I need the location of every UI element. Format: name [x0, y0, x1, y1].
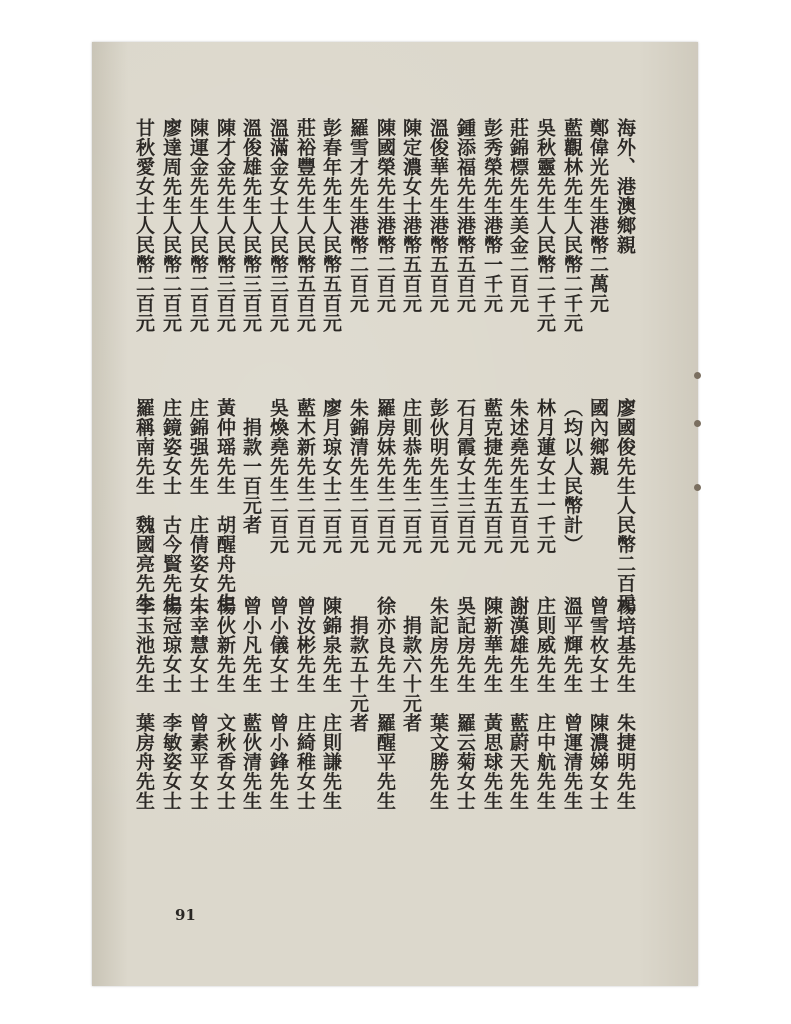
bottom-section-column: 陳錦泉先生 庄則謙先生 [320, 596, 342, 811]
bottom-section-column: 楊培基先生 朱捷明先生 [614, 596, 636, 811]
middle-section-column: 羅房妹先生二百元 [374, 398, 396, 554]
middle-section-column: 庄則恭先生二百元 [400, 398, 422, 554]
bottom-section-column: 捐款六十元者 [400, 596, 422, 733]
middle-section-column: 羅稱南先生 魏國亮先生 [133, 398, 155, 613]
middle-section-column: （均以人民幣計） [561, 398, 583, 554]
page-number: 91 [175, 906, 196, 924]
top-section-column: 廖達周先生人民幣二百元 [160, 118, 182, 333]
top-section-column: 彭秀榮先生港幣一千元 [481, 118, 503, 313]
middle-section-column: 廖月琼女士二百元 [320, 398, 342, 554]
middle-section-column: 石月霞女士三百元 [454, 398, 476, 554]
middle-section-column: 吳煥堯先生二百元 [267, 398, 289, 554]
top-section-column: 海外、港澳鄉親 [614, 118, 636, 255]
middle-section-column: 庄錦强先生 庄倩姿女士 [187, 398, 209, 613]
bottom-section-column: 捐款五十元者 [347, 596, 369, 733]
page-edge-holes [694, 372, 702, 492]
middle-section-column: 林月蓮女士一千元 [534, 398, 556, 554]
bottom-section-column: 曾汝彬先生 庄綺稚女士 [294, 596, 316, 811]
top-section-column: 鄭偉光先生港幣二萬元 [587, 118, 609, 313]
bottom-section-column: 庄則威先生 庄中航先生 [534, 596, 556, 811]
bottom-section-column: 李玉池先生 葉房舟先生 [133, 596, 155, 811]
bottom-section-column: 朱幸慧女士 曾素平女士 [187, 596, 209, 811]
middle-section-column: 藍木新先生二百元 [294, 398, 316, 554]
bottom-section-column: 溫平輝先生 曾運清先生 [561, 596, 583, 811]
top-section-column: 彭春年先生人民幣五百元 [320, 118, 342, 333]
top-section-column: 羅雪才先生港幣二百元 [347, 118, 369, 313]
bottom-section-column: 曾小凡先生 藍伙清先生 [240, 596, 262, 811]
middle-section-column: 黃仲瑶先生 胡醒舟先生 [214, 398, 236, 613]
top-section-column: 陳國榮先生港幣二百元 [374, 118, 396, 313]
bottom-section-column: 楊冠琼女士 李敏姿女士 [160, 596, 182, 811]
bottom-section-column: 徐亦良先生 羅醒平先生 [374, 596, 396, 811]
top-section-column: 莊錦標先生美金二百元 [507, 118, 529, 313]
middle-section-column: 藍克捷先生五百元 [481, 398, 503, 554]
middle-section-column: 朱錦清先生二百元 [347, 398, 369, 554]
top-section-column: 溫俊華先生港幣五百元 [427, 118, 449, 313]
bottom-section-column: 吳記房先生 羅云菊女士 [454, 596, 476, 811]
top-section-column: 溫俊雄先生人民幣三百元 [240, 118, 262, 333]
middle-section-column: 捐款一百元者 [240, 398, 262, 535]
top-section-column: 溫滿金女士人民幣三百元 [267, 118, 289, 333]
middle-section-column: 廖國俊先生人民幣二百元 [614, 398, 636, 613]
top-section-column: 藍觀林先生人民幣二千元 [561, 118, 583, 333]
top-section-column: 鍾添福先生港幣五百元 [454, 118, 476, 313]
bottom-section-column: 朱記房先生 葉文勝先生 [427, 596, 449, 811]
bottom-section-column: 曾雪枚女士 陳濃娣女士 [587, 596, 609, 811]
top-section-column: 甘秋愛女士人民幣二百元 [133, 118, 155, 333]
middle-section-column: 庄鏡姿女士 古今賢先生 [160, 398, 182, 613]
middle-section-column: 朱述堯先生五百元 [507, 398, 529, 554]
top-section-column: 陳定濃女士港幣五百元 [400, 118, 422, 313]
top-section-column: 陳運金先生人民幣二百元 [187, 118, 209, 333]
middle-section-column: 國內鄉親 [587, 398, 609, 476]
bottom-section-column: 楊伙新先生 文秋香女士 [214, 596, 236, 811]
bottom-section-column: 謝漢雄先生 藍蔚天先生 [507, 596, 529, 811]
top-section-column: 吳秋靈先生人民幣二千元 [534, 118, 556, 333]
bottom-section-column: 陳新華先生 黃思球先生 [481, 596, 503, 811]
bottom-section-column: 曾小儀女士 曾小鋒先生 [267, 596, 289, 811]
top-section-column: 陳才金先生人民幣三百元 [214, 118, 236, 333]
middle-section-column: 彭伙明先生三百元 [427, 398, 449, 554]
top-section-column: 莊裕豐先生人民幣五百元 [294, 118, 316, 333]
